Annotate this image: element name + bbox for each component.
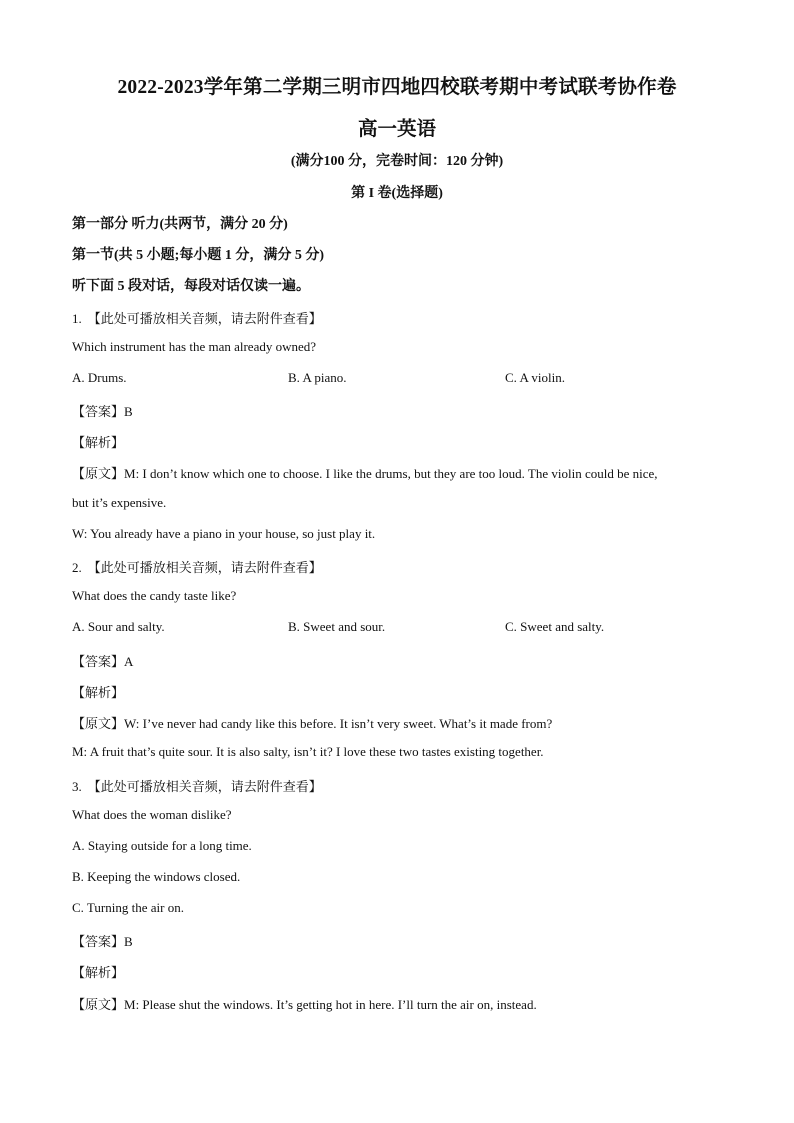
exam-title: 2022-2023学年第二学期三明市四地四校联考期中考试联考协作卷	[117, 77, 677, 98]
question-2-original-line-1	[72, 713, 552, 732]
question-number: 1.	[72, 311, 82, 326]
original-text: M: Please shut the windows. It’s getting hot in here. I’ll turn the air on, instead.	[124, 997, 537, 1012]
question-3-analysis: 【解析】	[72, 965, 125, 980]
question-2-analysis: 【解析】	[72, 685, 125, 700]
question-number: 3.	[72, 779, 82, 794]
question-3-answer	[72, 931, 133, 950]
answer-tag: 【答案】	[72, 934, 125, 949]
audio-note: 【此处可播放相关音频，请去附件查看】	[87, 560, 322, 575]
question-1-option-b: B. A piano.	[288, 370, 347, 385]
question-2-option-b: B. Sweet and sour.	[288, 619, 386, 634]
question-2-original-line-2: M: A fruit that’s quite sour. It is also salty, isn’t it? I love these two tastes existing together.	[72, 744, 544, 759]
subject-title: 高一英语	[357, 119, 436, 140]
question-1-answer	[72, 401, 133, 420]
original-text: W: I’ve never had candy like this before. It isn’t very sweet. What’s it made from?	[124, 716, 553, 731]
question-1-text: Which instrument has the man already owned?	[72, 339, 317, 354]
question-1-original-line-1	[72, 463, 658, 482]
answer-value: B	[124, 404, 133, 419]
original-tag: 【原文】	[72, 466, 125, 481]
audio-note: 【此处可播放相关音频，请去附件查看】	[87, 311, 322, 326]
question-1-option-a: A. Drums.	[72, 370, 127, 385]
question-1-audio	[72, 308, 322, 327]
question-3-option-a: A. Staying outside for a long time.	[72, 838, 252, 853]
question-1-option-c: C. A violin.	[505, 370, 565, 385]
question-1-original-line-3: W: You already have a piano in your house, so just play it.	[72, 526, 376, 541]
answer-tag: 【答案】	[72, 404, 125, 419]
question-1-analysis: 【解析】	[72, 435, 125, 450]
question-1-original-line-2: but it’s expensive.	[72, 495, 167, 510]
section-heading: 第一节(共 5 小题;每小题 1 分，满分 5 分)	[72, 248, 324, 263]
question-3-audio	[72, 776, 322, 795]
question-2-option-c: C. Sweet and salty.	[505, 619, 605, 634]
answer-value: A	[124, 654, 134, 669]
original-tag: 【原文】	[72, 997, 125, 1012]
answer-value: B	[124, 934, 133, 949]
question-3-original-line-1	[72, 994, 537, 1013]
part-heading: 第一部分 听力(共两节，满分 20 分)	[72, 217, 288, 232]
instruction: 听下面 5 段对话，每段对话仅读一遍。	[72, 279, 310, 294]
question-2-option-a: A. Sour and salty.	[72, 619, 165, 634]
volume-title: 第 I 卷(选择题)	[351, 186, 443, 201]
exam-info: (满分100 分，完卷时间：120 分钟)	[290, 154, 504, 169]
answer-tag: 【答案】	[72, 654, 125, 669]
question-2-audio	[72, 557, 322, 576]
question-number: 2.	[72, 560, 82, 575]
question-2-answer	[72, 651, 133, 670]
audio-note: 【此处可播放相关音频，请去附件查看】	[87, 779, 322, 794]
question-3-text: What does the woman dislike?	[72, 807, 232, 822]
question-3-option-b: B. Keeping the windows closed.	[72, 869, 241, 884]
question-2-text: What does the candy taste like?	[72, 588, 237, 603]
original-text: M: I don’t know which one to choose. I like the drums, but they are too loud. The violin could be nice,	[124, 466, 658, 481]
original-tag: 【原文】	[72, 716, 125, 731]
question-3-option-c: C. Turning the air on.	[72, 900, 184, 915]
